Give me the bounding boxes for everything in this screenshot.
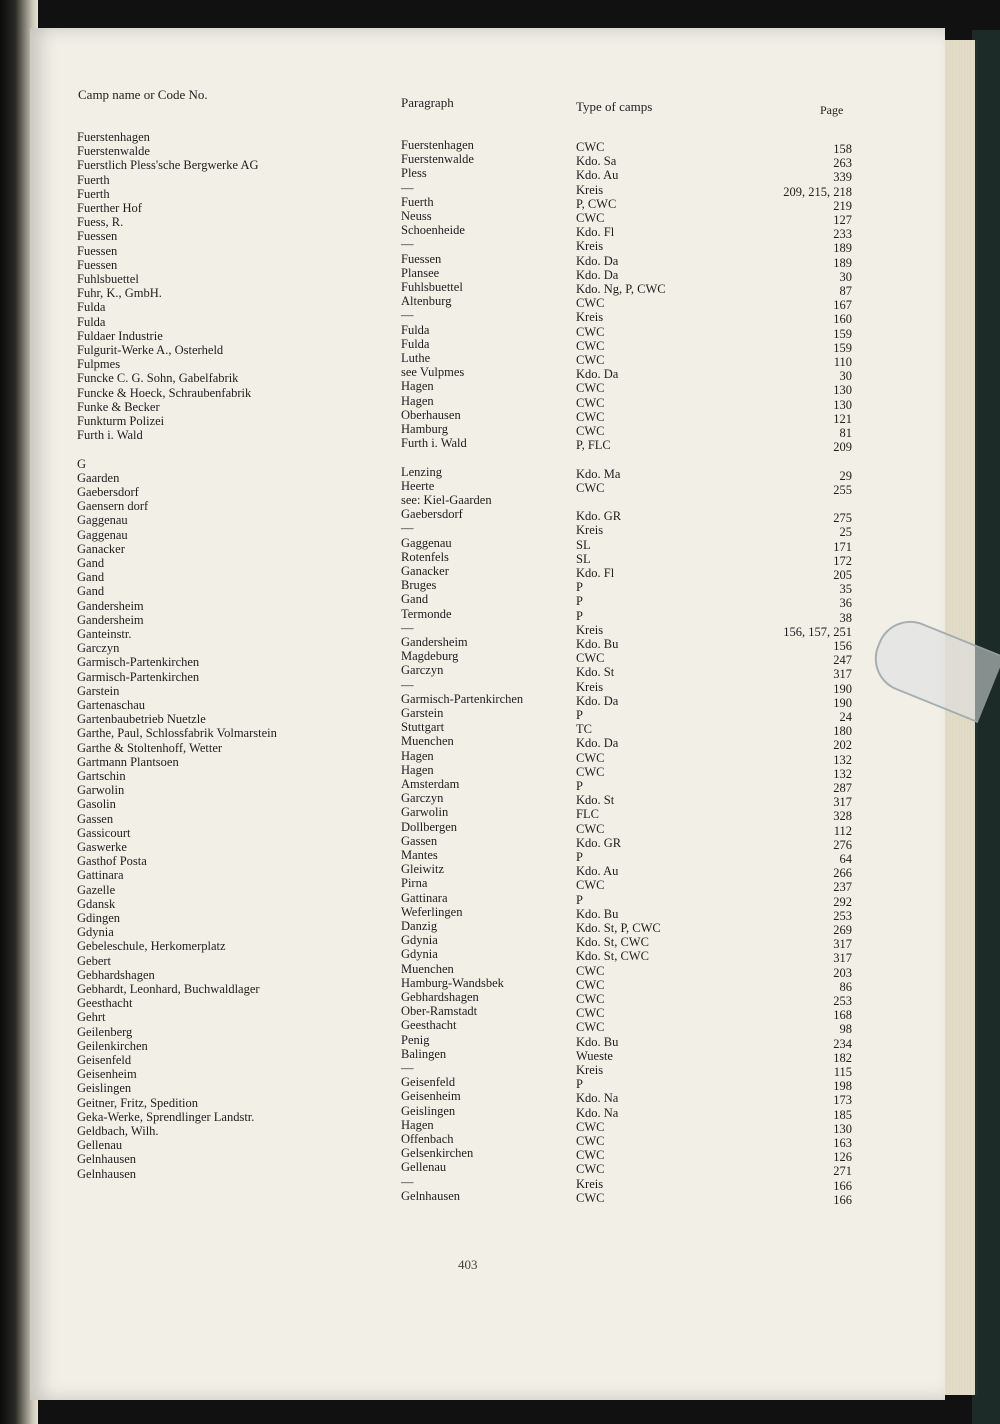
row-paragraph: Geesthacht <box>401 1018 457 1033</box>
row-type: P <box>576 850 583 864</box>
row-type: CWC <box>576 1020 605 1035</box>
row-camp-name: Geilenkirchen <box>77 1038 148 1053</box>
row-type: Kreis <box>576 310 604 325</box>
row-camp-name: Fuhr, K., GmbH. <box>77 286 162 301</box>
row-camp-name: Gand <box>77 584 105 599</box>
row-type: Kdo. St <box>576 665 615 680</box>
row-type: FLC <box>576 807 599 822</box>
row-paragraph: Gand <box>401 592 429 607</box>
row-paragraph: — <box>401 237 414 252</box>
row-type: CWC <box>576 353 605 367</box>
row-camp-name: Fuessen <box>77 229 118 244</box>
row-camp-name: Gand <box>77 570 105 585</box>
row-paragraph: Garmisch-Partenkirchen <box>401 691 524 706</box>
row-page: 253 <box>833 908 852 923</box>
row-camp-name: Fuerth <box>77 172 110 187</box>
row-camp-name: Fuhlsbuettel <box>77 272 139 286</box>
row-page: 189 <box>833 241 852 256</box>
row-paragraph: Muenchen <box>401 961 454 976</box>
header-paragraph: Paragraph <box>401 95 454 110</box>
row-page: 159 <box>833 326 852 341</box>
row-paragraph: Luthe <box>401 351 431 365</box>
row-type: SL <box>576 537 591 552</box>
row-paragraph: Hagen <box>401 393 434 408</box>
row-paragraph: Pless <box>401 166 427 181</box>
row-type: Kdo. St <box>576 793 615 808</box>
row-camp-name: Gartenaschau <box>77 698 146 712</box>
row-type: Kdo. Na <box>576 1091 619 1106</box>
row-camp-name: Gaarden <box>77 470 120 485</box>
row-type: Kdo. Bu <box>576 906 619 921</box>
row-paragraph: Neuss <box>401 209 432 223</box>
row-camp-name: Gasolin <box>77 797 116 812</box>
row-page: 166 <box>833 1192 852 1207</box>
row-page: 158 <box>833 142 852 156</box>
row-camp-name: Gazelle <box>77 882 116 897</box>
row-type: Kreis <box>576 679 604 694</box>
row-type: CWC <box>576 1006 605 1021</box>
row-page: 271 <box>833 1164 852 1179</box>
row-page: 275 <box>833 511 852 526</box>
row-paragraph: Pirna <box>401 876 428 891</box>
row-camp-name: Garmisch-Partenkirchen <box>77 669 200 684</box>
row-camp-name: Gattinara <box>77 868 124 883</box>
row-camp-name: Garthe & Stoltenhoff, Wetter <box>77 740 223 755</box>
row-page: 110 <box>833 355 852 369</box>
row-type: CWC <box>576 1119 605 1134</box>
header-page: Page <box>820 103 844 117</box>
row-type: Kdo. Da <box>576 693 619 708</box>
row-paragraph: Penig <box>401 1032 430 1047</box>
row-page: 276 <box>833 837 852 852</box>
row-type: P <box>576 580 583 595</box>
row-camp-name: Furth i. Wald <box>77 428 143 443</box>
row-paragraph: Garwolin <box>401 805 449 820</box>
row-page: 36 <box>839 596 852 611</box>
row-page: 130 <box>833 383 852 398</box>
row-camp-name: Fuerstenwalde <box>77 144 150 159</box>
row-type: P <box>576 779 583 793</box>
row-camp-name: Gebert <box>77 953 112 968</box>
row-camp-name: Gdansk <box>77 896 116 911</box>
row-paragraph: Garstein <box>401 706 444 720</box>
row-type: Kreis <box>576 622 604 637</box>
row-paragraph: Gandersheim <box>401 635 468 649</box>
row-type: P <box>576 594 583 609</box>
row-paragraph: Lenzing <box>401 464 442 479</box>
row-camp-name: Garmisch-Partenkirchen <box>77 655 200 670</box>
row-camp-name: Fulda <box>77 300 106 315</box>
page-number: 403 <box>458 1257 478 1272</box>
row-page: 130 <box>833 397 852 412</box>
row-paragraph: Gaggenau <box>401 535 452 550</box>
row-camp-name: Gdingen <box>77 911 121 925</box>
row-type: Kdo. Bu <box>576 637 619 651</box>
row-paragraph: Garczyn <box>401 791 444 806</box>
row-page: 233 <box>833 227 852 242</box>
row-paragraph: — <box>401 308 414 323</box>
row-camp-name: Fuessen <box>77 257 118 272</box>
row-camp-name: Gebhardt, Leonhard, Buchwaldlager <box>77 982 260 996</box>
row-type: CWC <box>576 1148 605 1163</box>
row-type: CWC <box>576 424 605 438</box>
row-page: 269 <box>833 923 852 937</box>
row-type: Kreis <box>576 523 604 538</box>
row-type: CWC <box>576 381 605 396</box>
row-camp-name: Gaensern dorf <box>77 499 149 514</box>
row-paragraph: Hagen <box>401 762 434 777</box>
row-page: 180 <box>833 724 852 739</box>
row-page: 156 <box>833 639 852 653</box>
row-page: 86 <box>839 979 852 994</box>
row-page: 171 <box>833 539 852 554</box>
row-camp-name: Gassen <box>77 811 114 826</box>
row-paragraph: Hagen <box>401 748 434 763</box>
row-camp-name: Gehrt <box>77 1010 106 1025</box>
row-paragraph: Fuerstenhagen <box>401 138 474 152</box>
row-paragraph: Gleiwitz <box>401 862 445 877</box>
row-type: Kdo. Ma <box>576 466 621 481</box>
row-camp-name: Gdynia <box>77 925 114 940</box>
row-page: 24 <box>839 710 852 724</box>
row-paragraph: Oberhausen <box>401 407 461 422</box>
row-page: 160 <box>833 312 852 327</box>
row-paragraph: Weferlingen <box>401 904 463 919</box>
row-paragraph: Fulda <box>401 322 430 337</box>
row-type: CWC <box>576 977 605 992</box>
row-type: Wueste <box>576 1048 613 1063</box>
row-camp-name: Garthe, Paul, Schlossfabrik Volmarstein <box>77 726 277 741</box>
row-paragraph: — <box>401 521 414 536</box>
row-paragraph: Gelnhausen <box>401 1188 461 1203</box>
row-type: P, FLC <box>576 438 611 453</box>
row-paragraph: Danzig <box>401 919 438 933</box>
row-page: 126 <box>833 1150 852 1165</box>
row-page: 253 <box>833 994 852 1008</box>
row-camp-name: Fuessen <box>77 243 118 258</box>
row-page: 163 <box>833 1136 852 1150</box>
row-paragraph: Furth i. Wald <box>401 436 467 451</box>
row-paragraph: — <box>401 180 414 195</box>
row-type: CWC <box>576 1134 605 1148</box>
row-page: 234 <box>833 1036 852 1051</box>
row-paragraph: Hagen <box>401 1117 434 1132</box>
row-camp-name: Fuerth <box>77 186 110 201</box>
row-type: CWC <box>576 395 605 410</box>
row-camp-name: Gasthof Posta <box>77 854 147 869</box>
row-type: Kdo. Au <box>576 864 619 879</box>
row-page: 198 <box>833 1079 852 1094</box>
row-paragraph: Hamburg <box>401 422 448 436</box>
row-type: CWC <box>576 296 605 311</box>
row-page: 237 <box>833 880 852 895</box>
row-page: 168 <box>833 1008 852 1023</box>
row-type: Kdo. St, CWC <box>576 949 649 964</box>
row-paragraph: Gelsenkirchen <box>401 1146 474 1161</box>
row-page: 115 <box>833 1065 852 1079</box>
row-page: 317 <box>833 937 852 952</box>
row-page: 209, 215, 218 <box>783 184 852 199</box>
row-page: 166 <box>833 1178 852 1193</box>
row-page: 317 <box>833 951 852 966</box>
row-paragraph: Schoenheide <box>401 223 465 238</box>
row-paragraph: Gaebersdorf <box>401 507 463 522</box>
row-type: CWC <box>576 878 605 893</box>
row-paragraph: Gassen <box>401 833 438 848</box>
row-paragraph: Gdynia <box>401 947 438 962</box>
row-paragraph: see: Kiel-Gaarden <box>401 493 492 507</box>
row-paragraph: Gellenau <box>401 1160 447 1175</box>
row-camp-name: Ganteinstr. <box>77 627 132 641</box>
row-type: CWC <box>576 992 605 1006</box>
row-paragraph: Dollbergen <box>401 819 458 834</box>
row-camp-name: Fuerstlich Pless'sche Bergwerke AG <box>77 158 259 173</box>
row-type: CWC <box>576 338 605 353</box>
row-type: Kdo. GR <box>576 509 622 524</box>
row-page: 38 <box>839 610 852 625</box>
row-camp-name: Gellenau <box>77 1138 123 1153</box>
row-camp-name: G <box>77 456 87 471</box>
row-camp-name: Geisenheim <box>77 1067 137 1082</box>
row-paragraph: Rotenfels <box>401 549 449 564</box>
row-paragraph: Magdeburg <box>401 649 459 664</box>
row-camp-name: Fuess, R. <box>77 215 124 230</box>
row-type: TC <box>576 722 592 737</box>
row-page: 287 <box>833 781 852 795</box>
row-type: CWC <box>576 211 605 225</box>
row-page: 132 <box>833 766 852 781</box>
row-type: Kreis <box>576 182 604 197</box>
row-camp-name: Gelnhausen <box>77 1152 137 1167</box>
row-page: 29 <box>839 468 852 483</box>
row-camp-name: Gandersheim <box>77 598 144 613</box>
row-paragraph: Plansee <box>401 265 440 280</box>
row-page: 339 <box>833 170 852 185</box>
row-page: 247 <box>833 653 852 668</box>
row-type: CWC <box>576 409 605 424</box>
row-type: CWC <box>576 1190 605 1205</box>
row-page: 189 <box>833 255 852 270</box>
row-page: 255 <box>833 482 852 497</box>
row-page: 173 <box>833 1093 852 1108</box>
row-type: P <box>576 608 583 623</box>
row-camp-name: Gartenbaubetrieb Nuetzle <box>77 712 206 727</box>
row-type: CWC <box>576 764 605 779</box>
row-page: 25 <box>839 525 852 540</box>
row-type: CWC <box>576 140 605 154</box>
row-paragraph: Hamburg-Wandsbek <box>401 975 504 990</box>
row-paragraph: Muenchen <box>401 734 454 749</box>
row-paragraph: Heerte <box>401 478 435 493</box>
row-page: 205 <box>833 568 852 582</box>
row-paragraph: Geislingen <box>401 1103 456 1118</box>
row-paragraph: Gebhardshagen <box>401 990 479 1004</box>
row-page: 203 <box>833 965 852 980</box>
row-camp-name: Garczyn <box>77 641 120 656</box>
row-paragraph: — <box>401 620 414 635</box>
row-camp-name: Fuerstenhagen <box>77 130 150 144</box>
row-page: 190 <box>833 695 852 710</box>
row-camp-name: Geilenberg <box>77 1024 133 1039</box>
row-page: 87 <box>839 284 852 298</box>
row-camp-name: Gebeleschule, Herkomerplatz <box>77 939 226 954</box>
row-paragraph: Ganacker <box>401 564 449 578</box>
row-type: P <box>576 1077 583 1092</box>
row-type: SL <box>576 551 591 566</box>
row-paragraph: Ober-Ramstadt <box>401 1004 478 1019</box>
row-page: 172 <box>833 553 852 568</box>
row-paragraph: Fuessen <box>401 251 442 266</box>
row-camp-name: Ganacker <box>77 541 125 556</box>
header-camp-name: Camp name or Code No. <box>78 87 208 102</box>
row-camp-name: Garwolin <box>77 783 125 798</box>
row-page: 266 <box>833 866 852 881</box>
row-camp-name: Fuldaer Industrie <box>77 328 163 343</box>
row-camp-name: Fulpmes <box>77 357 121 372</box>
row-page: 328 <box>833 809 852 824</box>
row-type: CWC <box>576 821 605 836</box>
row-page: 127 <box>833 213 852 227</box>
row-camp-name: Geesthacht <box>77 996 133 1011</box>
row-type: Kdo. Da <box>576 253 619 268</box>
row-type: Kdo. Na <box>576 1105 619 1120</box>
row-type: Kreis <box>576 1176 604 1191</box>
row-page: 98 <box>839 1022 852 1037</box>
row-page: 121 <box>833 411 852 426</box>
row-type: Kdo. Au <box>576 168 619 183</box>
row-type: CWC <box>576 750 605 765</box>
row-type: Kdo. Bu <box>576 1034 619 1049</box>
row-page: 190 <box>833 681 852 696</box>
row-type: CWC <box>576 324 605 339</box>
row-paragraph: Hagen <box>401 379 434 394</box>
row-page: 35 <box>839 582 852 597</box>
row-camp-name: Gandersheim <box>77 612 144 627</box>
row-page: 156, 157, 251 <box>783 624 852 639</box>
row-paragraph: Geisenfeld <box>401 1075 456 1090</box>
row-page: 317 <box>833 795 852 810</box>
row-camp-name: Geisenfeld <box>77 1053 132 1067</box>
row-paragraph: Fulda <box>401 336 430 351</box>
row-page: 219 <box>833 198 852 213</box>
row-page: 81 <box>839 426 852 440</box>
row-camp-name: Gebhardshagen <box>77 967 155 982</box>
row-type: CWC <box>576 651 605 666</box>
row-camp-name: Garstein <box>77 683 120 698</box>
row-camp-name: Gartschin <box>77 769 126 783</box>
row-camp-name: Funcke C. G. Sohn, Gabelfabrik <box>77 371 239 386</box>
row-camp-name: Funkturm Polizei <box>77 414 165 428</box>
row-paragraph: Offenbach <box>401 1132 454 1146</box>
row-type: Kdo. St, P, CWC <box>576 921 661 935</box>
row-type: Kdo. Ng, P, CWC <box>576 282 666 296</box>
row-paragraph: Garczyn <box>401 663 444 678</box>
row-paragraph: Amsterdam <box>401 777 460 791</box>
row-paragraph: Balingen <box>401 1046 447 1061</box>
row-camp-name: Gartmann Plantsoen <box>77 754 179 769</box>
row-type: Kdo. Fl <box>576 566 615 580</box>
row-camp-name: Gelnhausen <box>77 1166 137 1181</box>
row-paragraph: Geisenheim <box>401 1089 461 1104</box>
row-type: Kreis <box>576 1063 604 1077</box>
row-page: 185 <box>833 1107 852 1122</box>
row-page: 130 <box>833 1121 852 1136</box>
row-type: Kreis <box>576 239 604 254</box>
row-paragraph: Stuttgart <box>401 720 445 735</box>
row-type: Kdo. Da <box>576 267 619 282</box>
row-page: 112 <box>833 823 852 838</box>
row-paragraph: Altenburg <box>401 294 452 309</box>
header-type: Type of camps <box>576 99 653 114</box>
row-paragraph: Gattinara <box>401 890 448 905</box>
row-camp-name: Geka-Werke, Sprendlinger Landstr. <box>77 1109 255 1124</box>
row-type: Kdo. St, CWC <box>576 935 649 950</box>
row-type: CWC <box>576 480 605 495</box>
row-camp-name: Gaggenau <box>77 513 128 528</box>
row-page: 159 <box>833 340 852 355</box>
row-camp-name: Fulda <box>77 314 106 329</box>
row-camp-name: Geislingen <box>77 1081 132 1096</box>
row-camp-name: Funcke & Hoeck, Schraubenfabrik <box>77 385 252 400</box>
row-type: CWC <box>576 963 605 978</box>
row-page: 132 <box>833 752 852 767</box>
row-page: 167 <box>833 298 852 313</box>
row-type: Kdo. Fl <box>576 225 615 240</box>
row-camp-name: Geldbach, Wilh. <box>77 1124 159 1138</box>
row-paragraph: Mantes <box>401 848 438 862</box>
row-paragraph: — <box>401 1174 414 1189</box>
row-camp-name: Gassicourt <box>77 825 131 840</box>
row-type: P <box>576 708 583 722</box>
row-type: Kdo. Sa <box>576 154 617 169</box>
row-camp-name: Funke & Becker <box>77 399 160 414</box>
row-paragraph: Fuerstenwalde <box>401 152 474 167</box>
row-camp-name: Fulgurit-Werke A., Osterheld <box>77 343 224 357</box>
row-paragraph: — <box>401 677 414 692</box>
row-paragraph: see Vulpmes <box>401 365 465 380</box>
row-page: 292 <box>833 894 852 909</box>
row-page: 317 <box>833 667 852 682</box>
row-type: Kdo. Da <box>576 736 619 751</box>
row-paragraph: Fuhlsbuettel <box>401 280 463 294</box>
row-camp-name: Geitner, Fritz, Spedition <box>77 1095 199 1110</box>
row-camp-name: Gaebersdorf <box>77 485 139 499</box>
row-page: 30 <box>839 269 852 284</box>
row-paragraph: Bruges <box>401 578 437 593</box>
row-type: Kdo. GR <box>576 835 622 850</box>
row-paragraph: Termonde <box>401 606 452 621</box>
row-page: 263 <box>833 156 852 171</box>
row-camp-name: Gaswerke <box>77 840 127 854</box>
row-type: P, CWC <box>576 196 617 211</box>
row-page: 30 <box>839 369 852 384</box>
row-camp-name: Gand <box>77 556 105 570</box>
row-page: 182 <box>833 1050 852 1065</box>
row-paragraph: — <box>401 1061 414 1075</box>
row-camp-name: Gaggenau <box>77 527 128 542</box>
row-paragraph: Gdynia <box>401 933 438 948</box>
row-type: CWC <box>576 1162 605 1177</box>
row-type: Kdo. Da <box>576 367 619 382</box>
row-page: 209 <box>833 440 852 455</box>
row-camp-name: Fuerther Hof <box>77 201 142 215</box>
row-type: P <box>576 892 583 907</box>
row-paragraph: Fuerth <box>401 194 434 209</box>
row-page: 64 <box>839 852 852 866</box>
row-page: 202 <box>833 738 852 753</box>
